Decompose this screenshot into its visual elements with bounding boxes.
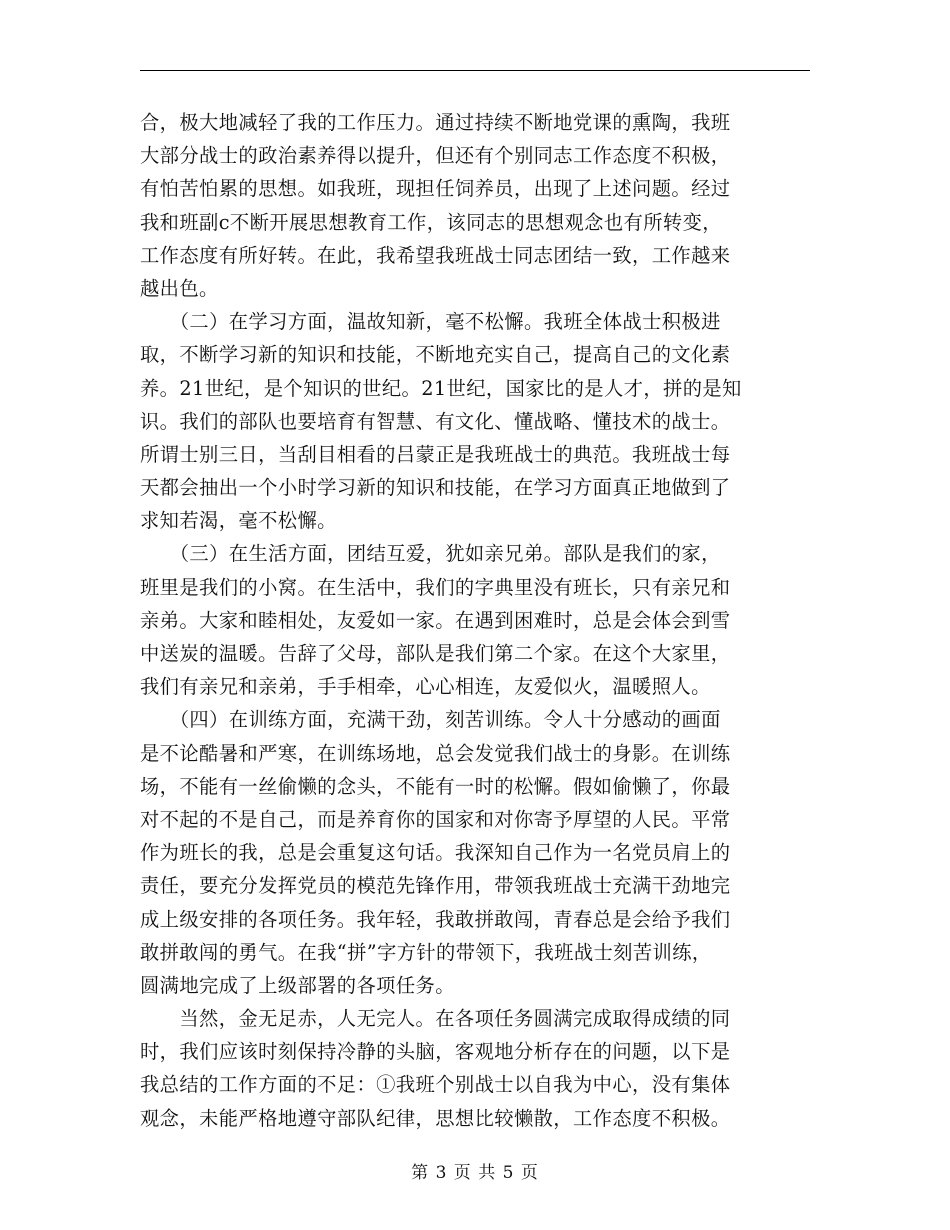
text-line: 场，不能有一丝偷懒的念头，不能有一时的松懈。假如偷懒了，你最 <box>140 774 731 798</box>
text-line: 当然，金无足赤，人无完人。在各项任务圆满完成取得成绩的同 <box>140 1007 731 1031</box>
text-line: 大部分战士的政治素养得以提升，但还有个别同志工作态度不积极， <box>140 144 731 168</box>
text-line: 工作态度有所好转。在此，我希望我班战士同志团结一致，工作越来 <box>140 243 731 267</box>
document-body <box>140 106 812 1135</box>
text-line: 中送炭的温暖。告辞了父母，部队是我们第二个家。在这个大家里， <box>140 642 731 665</box>
text-line: 圆满地完成了上级部署的各项任务。 <box>140 973 455 997</box>
text-line: 成上级安排的各项任务。我年轻，我敢拼敢闯，青春总是会给予我们 <box>140 907 731 931</box>
header-rule <box>140 70 810 71</box>
page-number: 第 3 页 共 5 页 <box>411 1163 539 1183</box>
text-line: 观念，未能严格地遵守部队纪律，思想比较懒散，工作态度不积极。 <box>140 1106 731 1130</box>
text-line: 我和班副c不断开展思想教育工作，该同志的思想观念也有所转变， <box>140 210 722 234</box>
text-line: 所谓士别三日，当刮目相看的吕蒙正是我班战士的典范。我班战士每 <box>140 442 731 466</box>
text-line: （四）在训练方面，充满干劲，刻苦训练。令人十分感动的画面 <box>140 708 721 732</box>
text-line: 作为班长的我，总是会重复这句话。我深知自己作为一名党员肩上的 <box>140 841 731 865</box>
text-line: 越出色。 <box>140 276 219 300</box>
text-line: 班里是我们的小窝。在生活中，我们的字典里没有班长，只有亲兄和 <box>140 575 731 599</box>
text-line: （三）在生活方面，团结互爱，犹如亲兄弟。部队是我们的家， <box>140 542 721 566</box>
text-line: 合，极大地减轻了我的工作压力。通过持续不断地党课的熏陶，我班 <box>140 111 731 134</box>
text-line: 对不起的不是自己，而是养育你的国家和对你寄予厚望的人民。平常 <box>140 807 731 831</box>
text-line: 天都会抽出一个小时学习新的知识和技能，在学习方面真正地做到了 <box>140 476 731 500</box>
text-line: 我们有亲兄和亲弟，手手相牵，心心相连，友爱似火，温暖照人。 <box>140 675 711 699</box>
text-line: 识。我们的部队也要培育有智慧、有文化、懂战略、懂技术的战士。 <box>140 409 731 433</box>
text-line: 求知若渴，毫不松懈。 <box>140 509 337 533</box>
text-line: 我总结的工作方面的不足：①我班个别战士以自我为中心，没有集体 <box>140 1073 731 1097</box>
text-line: 养。21世纪，是个知识的世纪。21世纪，国家比的是人才，拼的是知 <box>140 376 742 400</box>
text-line: 责任，要充分发挥党员的模范先锋作用，带领我班战士充满干劲地完 <box>140 874 731 898</box>
text-line: 是不论酷暑和严寒，在训练场地，总会发觉我们战士的身影。在训练 <box>140 741 731 765</box>
text-line: （二）在学习方面，温故知新，毫不松懈。我班全体战士积极进 <box>140 310 721 334</box>
text-line: 敢拼敢闯的勇气。在我“拼”字方针的带领下，我班战士刻苦训练， <box>140 940 712 964</box>
text-line: 有怕苦怕累的思想。如我班，现担任饲养员，出现了上述问题。经过 <box>140 177 731 201</box>
text-line: 亲弟。大家和睦相处，友爱如一家。在遇到困难时，总是会体会到雪 <box>140 608 731 632</box>
text-line: 取，不断学习新的知识和技能，不断地充实自己，提高自己的文化素 <box>140 343 731 367</box>
text-line: 时，我们应该时刻保持冷静的头脑，客观地分析存在的问题，以下是 <box>140 1040 731 1064</box>
